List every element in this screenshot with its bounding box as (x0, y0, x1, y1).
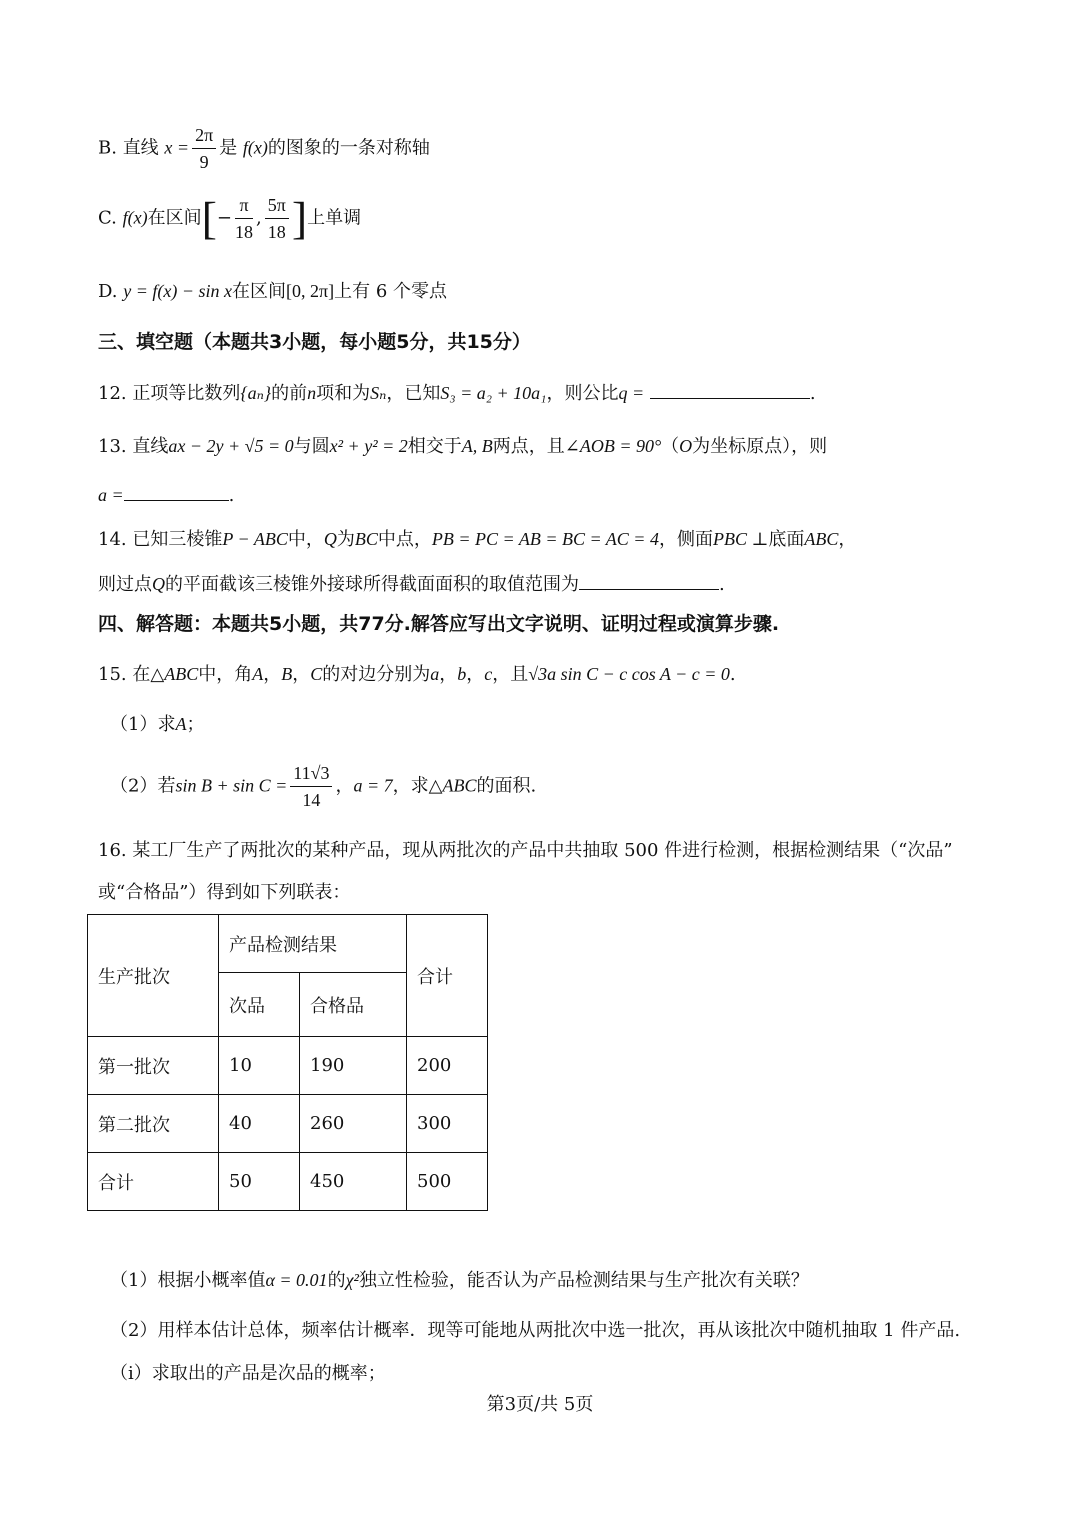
choice-b: B. 直线 x = $\frac{2\pi}{9}$ 是 f(x)的图象的一条对称轴 (98, 122, 430, 175)
table-row: 合计 50 450 500 (88, 1153, 488, 1211)
table-header-defect: 次品 (219, 973, 300, 1037)
question-15-part-2: （2）若sin B + sin C = $\frac{11√3}{14}$ ，a = 7，求△ABC的面积. (110, 760, 536, 813)
table-row: 第一批次 10 190 200 (88, 1037, 488, 1095)
question-13-answer: a = . (98, 480, 234, 510)
fraction: $\frac{2\pi}{9}$ (192, 122, 216, 175)
question-16-part-2-i: （ⅰ）求取出的产品是次品的概率； (110, 1363, 386, 1384)
question-13: 13. 直线ax − 2y + √5 = 0与圆x² + y² = 2相交于A, B两点，且∠AOB = 90°（O为坐标原点），则 (98, 436, 828, 457)
answer-blank[interactable] (650, 378, 810, 399)
choice-c: C. f(x)在区间[− $\frac{\pi}{18}$ , $\frac{5\pi}{18}$ ]上单调 (98, 192, 362, 244)
question-16-part-1: （1）根据小概率值α = 0.01的χ²独立性检验，能否认为产品检测结果与生产批次有关联？ (110, 1270, 809, 1291)
question-15: 15. 在△ABC中，角A，B，C的对边分别为a，b，c，且√3a sin C − c cos A − c = 0. (98, 664, 736, 685)
question-16-part-2: （2）用样本估计总体，频率估计概率．现等可能地从两批次中选一批次，再从该批次中随机抽取 1 件产品. (110, 1320, 961, 1341)
table-header-qualified: 合格品 (300, 973, 407, 1037)
table-header-batch: 生产批次 (88, 915, 219, 1037)
contingency-table (87, 914, 488, 1211)
question-16-line2: 或“合格品”）得到如下列联表： (98, 882, 351, 903)
answer-blank[interactable] (579, 569, 719, 590)
question-16: 16. 某工厂生产了两批次的某种产品，现从两批次的产品中共抽取 500 件进行检测，根据检测结果（“次品” (98, 840, 953, 861)
section-heading: 三、填空题（本题共3小题，每小题5分，共15分） (98, 331, 531, 353)
choice-d: D. y = f(x) − sin x在区间[0, 2π]上有 6 个零点 (98, 281, 447, 302)
question-14: 14. 已知三棱锥P − ABC中，Q为BC中点，PB = PC = AB = BC = AC = 4，侧面PBC ⊥底面ABC， (98, 529, 857, 550)
section-heading: 四、解答题：本题共5小题，共77分.解答应写出文字说明、证明过程或演算步骤. (98, 613, 780, 635)
question-12: 12. 正项等比数列{aₙ}的前n项和为Sₙ，已知S₃ = a₂ + 10a₁，则公比q = . (98, 378, 816, 408)
question-14-line2: 则过点Q的平面截该三棱锥外接球所得截面面积的取值范围为 . (98, 569, 725, 599)
table-row: 第二批次 40 260 300 (88, 1095, 488, 1153)
question-15-part-1: （1）求A； (110, 714, 205, 735)
page-footer: 第3页/共 5页 (486, 1394, 594, 1415)
answer-blank[interactable] (124, 480, 229, 501)
table-header-total: 合计 (407, 915, 488, 1037)
table-header-result: 产品检测结果 (219, 915, 407, 973)
